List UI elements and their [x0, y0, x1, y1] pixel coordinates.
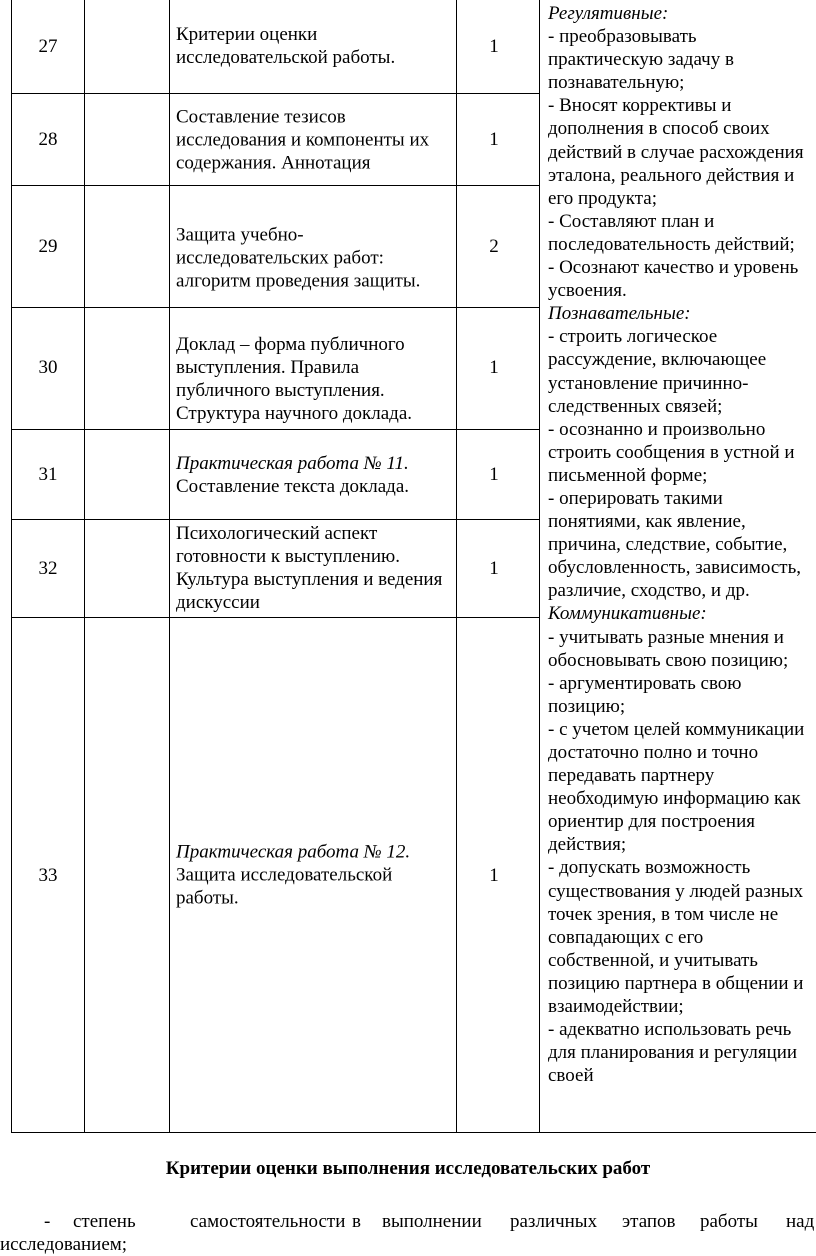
skill-line: его продукта; [548, 187, 658, 209]
paragraph-word: различных [510, 1211, 598, 1232]
section-heading-communicative: Коммуникативные: [548, 603, 707, 625]
skill-line: достаточно полно и точно [548, 742, 759, 763]
lesson-topic-text: Составление тезисов исследования и компоненты их содержания. Аннотация [176, 106, 430, 174]
practical-work-label: Практическая работа № 12. [176, 841, 411, 863]
lesson-number: 29 [38, 236, 58, 257]
paragraph-word: выполнении [382, 1211, 482, 1232]
table-row-divider [11, 617, 540, 618]
learning-activities-cell [548, 2, 816, 1087]
table-row-divider [11, 185, 540, 186]
table-row-divider [11, 519, 540, 520]
lesson-number: 30 [38, 357, 58, 378]
table-column-divider [456, 0, 457, 1133]
skill-line: - Осознают качество и уровень [548, 257, 799, 279]
skill-line: обосновывать свою позицию; [548, 649, 789, 671]
lesson-number: 32 [38, 558, 58, 579]
skill-line: понятиями, как явление, [548, 511, 746, 533]
lesson-topic-text: Доклад – форма публичного выступления. Правила публичного выступления. Структура научного доклада. [176, 334, 413, 424]
skill-line: - Вносят коррективы и [548, 95, 732, 117]
skill-line: дополнения в способ своих [548, 118, 770, 140]
section-heading-cognitive: Познавательные: [548, 303, 691, 325]
skill-line: своей [548, 1065, 594, 1087]
skill-line: действия; [548, 834, 627, 856]
skill-line: установление причинно- [548, 372, 749, 394]
lesson-number: 28 [38, 129, 58, 150]
skill-line: - учитывать разные мнения и [548, 626, 784, 648]
skill-line: - оперировать такими [548, 487, 723, 509]
skill-line: следственных связей; [548, 395, 723, 417]
paragraph-word: над [786, 1211, 815, 1232]
skill-line: обусловленность, зависимость, [548, 557, 802, 579]
skill-line: - с учетом целей коммуникации [548, 718, 805, 740]
lesson-topic [176, 224, 448, 293]
skill-line: - адекватно использовать речь [548, 1019, 792, 1041]
skill-line: - аргументировать свою [548, 672, 742, 694]
lesson-topic-text: Защита исследовательской работы. [176, 864, 393, 909]
skill-line: познавательную; [548, 72, 685, 94]
skill-line: передавать партнеру [548, 765, 715, 787]
skill-line: рассуждение, включающее [548, 349, 767, 371]
table-row-divider [11, 307, 540, 308]
skill-line: практическую задачу в [548, 49, 734, 71]
lesson-number: 31 [38, 464, 58, 485]
lesson-topic [176, 841, 448, 910]
practical-work-label: Практическая работа № 11. [176, 453, 409, 474]
skill-line: - осознанно и произвольно [548, 418, 766, 440]
skill-line: - преобразовывать [548, 26, 697, 48]
paragraph-word: работы [700, 1211, 758, 1232]
lesson-hours: 1 [489, 36, 499, 57]
lesson-topic [176, 522, 448, 614]
skill-line: - Составляют план и [548, 210, 715, 232]
section-heading-regulatory: Регулятивные: [548, 3, 669, 24]
lesson-topic-text: Составление текста доклада. [176, 476, 410, 497]
skill-line: позицию партнера в общении и [548, 972, 804, 994]
paragraph-word: этапов [622, 1211, 676, 1232]
skill-line: ориентир для построения [548, 811, 755, 833]
table-row-divider [11, 429, 540, 430]
skill-line: существования у людей разных [548, 880, 804, 902]
skill-line: необходимую информацию как [548, 788, 801, 810]
skill-line: для планирования и регуляции [548, 1042, 798, 1064]
section-title: Критерии оценки выполнения исследовательских работ [165, 1158, 651, 1179]
paragraph-word: степень [73, 1211, 136, 1232]
skill-line: строить сообщения в устной и [548, 441, 795, 463]
paragraph-word: в [352, 1211, 361, 1232]
skill-line: совпадающих с его [548, 926, 704, 948]
skill-line: причина, следствие, событие, [548, 534, 788, 556]
skill-line: усвоения. [548, 280, 627, 302]
lesson-topic-text: Психологический аспект готовности к выступлению. Культура выступления и ведения дискуссии [176, 523, 443, 613]
skill-line: собственной, и учитывать [548, 949, 758, 971]
lesson-hours: 1 [489, 357, 499, 378]
skill-line: - строить логическое [548, 326, 718, 348]
lesson-topic [176, 23, 448, 69]
skill-line: позицию; [548, 695, 626, 717]
skill-line: взаимодействии; [548, 996, 684, 1018]
lesson-hours: 1 [489, 558, 499, 579]
lesson-hours: 1 [489, 464, 499, 485]
lesson-topic [176, 333, 448, 425]
skill-line: эталона, реального действия и [548, 164, 795, 186]
table-border-bottom [11, 1132, 816, 1133]
lesson-topic [176, 452, 448, 498]
lesson-topic-text: Критерии оценки исследовательской работы. [176, 24, 396, 68]
lesson-hours: 1 [489, 129, 499, 150]
lesson-topic [176, 106, 448, 175]
skill-line: действий в случае расхождения [548, 141, 804, 163]
skill-line: различие, сходство, и др. [548, 580, 750, 602]
skill-line: точек зрения, в том числе не [548, 903, 779, 925]
lesson-hours: 1 [489, 865, 499, 886]
skill-line: последовательность действий; [548, 233, 795, 255]
table-column-divider [539, 0, 540, 1133]
table-column-divider [169, 0, 170, 1133]
lesson-number: 27 [38, 36, 58, 57]
lesson-hours: 2 [489, 236, 499, 257]
paragraph-word: - [44, 1211, 51, 1232]
criteria-paragraph-line: исследованием; [0, 1234, 128, 1255]
skill-line: - допускать возможность [548, 857, 751, 879]
table-column-divider [84, 0, 85, 1133]
lesson-number: 33 [38, 865, 58, 886]
lesson-topic-text: Защита учебно-исследовательских работ: алгоритм проведения защиты. [176, 224, 421, 292]
skill-line: письменной форме; [548, 464, 708, 486]
table-row-divider [11, 93, 540, 94]
paragraph-word: самостоятельности [190, 1211, 346, 1232]
